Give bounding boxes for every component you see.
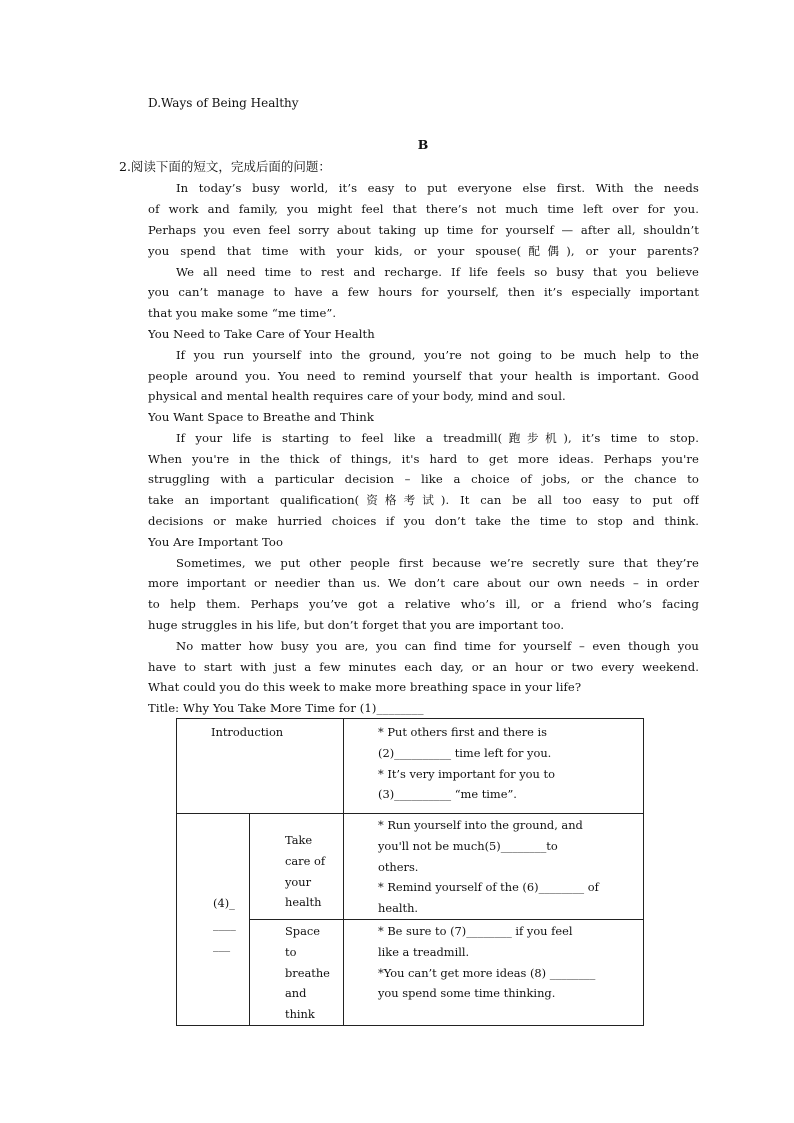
intro-label-cell bbox=[177, 719, 344, 814]
passage-line: No matter how busy you are, you can find time for yourself – even though you bbox=[176, 639, 699, 653]
health-line: * Run yourself into the ground, and bbox=[378, 818, 583, 832]
section-heading: B bbox=[417, 137, 429, 152]
passage-line: Sometimes, we put other people first because we’re secretly sure that they’re bbox=[176, 556, 699, 570]
passage-line: more important or needier than us. We don’t care about our own needs – in order bbox=[148, 576, 699, 590]
passage-line: We all need time to rest and recharge. If life feels so busy that you believe bbox=[176, 265, 699, 279]
space-label-line: and bbox=[285, 986, 307, 1001]
passage-line: If your life is starting to feel like a treadmill(跑步机), it’s time to stop. bbox=[176, 431, 699, 445]
health-label-line: care of bbox=[285, 853, 326, 868]
health-label-line: your bbox=[285, 874, 312, 889]
intro-line: * It’s very important for you to bbox=[378, 766, 555, 781]
passage-line: What could you do this week to make more breathing space in your life? bbox=[148, 680, 582, 694]
health-line: others. bbox=[378, 859, 419, 874]
intro-line: (2)__________ time left for you. bbox=[378, 745, 552, 760]
space-content-cell bbox=[344, 919, 644, 1025]
passage-line: huge struggles in his life, but don’t forget that you are important too. bbox=[148, 618, 565, 632]
space-label-cell bbox=[250, 919, 344, 1025]
space-line: like a treadmill. bbox=[378, 944, 470, 959]
space-label-line: to bbox=[285, 944, 297, 959]
question-heading: 2.阅读下面的短文，完成后面的问题： bbox=[119, 159, 331, 174]
passage-line: In today’s busy world, it’s easy to put everyone else first. With the needs bbox=[176, 181, 699, 195]
space-line: you spend some time thinking. bbox=[378, 986, 556, 1001]
passage-line: people around you. You need to remind yourself that your health is important. Good bbox=[148, 369, 699, 383]
blank-4-line: ___ bbox=[213, 937, 231, 952]
intro-label: Introduction bbox=[211, 725, 284, 739]
space-label-line: Space bbox=[285, 923, 321, 938]
passage-line: decisions or make hurried choices if you don’t take the time to stop and think. bbox=[148, 514, 699, 528]
health-label-cell bbox=[250, 814, 344, 920]
health-content-cell bbox=[344, 814, 644, 920]
passage-line: you can’t manage to have a few hours for yourself, then it’s especially important bbox=[148, 285, 699, 299]
passage-line: take an important qualification(资格考试). It can be all too easy to put off bbox=[148, 493, 699, 507]
space-label-line: breathe bbox=[285, 965, 330, 980]
blank-4-cell bbox=[177, 814, 250, 1026]
title-blank-line: Title: Why You Take More Time for (1)________ bbox=[148, 701, 424, 715]
passage-line: When you're in the thick of things, it's hard to get more ideas. Perhaps you're bbox=[148, 452, 699, 466]
passage-line: you spend that time with your kids, or your spouse(配偶), or your parents? bbox=[148, 244, 699, 258]
subheading: You Need to Take Care of Your Health bbox=[148, 327, 375, 341]
space-label-line: think bbox=[285, 1007, 315, 1022]
passage-line: physical and mental health requires care of your body, mind and soul. bbox=[148, 389, 566, 403]
blank-4-line: ____ bbox=[213, 917, 236, 932]
subheading: You Want Space to Breathe and Think bbox=[148, 410, 374, 424]
summary-table bbox=[176, 718, 644, 1026]
passage-line: struggling with a particular decision – like a choice of jobs, or the chance to bbox=[148, 472, 699, 486]
blank-4-line: (4)_ bbox=[213, 896, 235, 911]
passage-line: Perhaps you even feel sorry about taking up time for yourself — after all, shouldn’t bbox=[148, 223, 699, 237]
intro-line: * Put others first and there is bbox=[378, 725, 548, 739]
passage-line: of work and family, you might feel that there’s not much time left over for you. bbox=[148, 202, 699, 216]
subheading: You Are Important Too bbox=[148, 535, 284, 549]
previous-question-option: D.Ways of Being Healthy bbox=[148, 96, 299, 110]
table-row bbox=[177, 814, 644, 920]
space-line: *You can’t get more ideas (8) ________ bbox=[378, 965, 596, 980]
intro-line: (3)__________ “me time”. bbox=[378, 787, 517, 802]
health-line: health. bbox=[378, 901, 419, 916]
intro-content-cell bbox=[344, 719, 644, 814]
health-line: you'll not be much(5)________to bbox=[378, 838, 558, 853]
passage-line: If you run yourself into the ground, you’re not going to be much help to the bbox=[176, 348, 699, 362]
space-line: * Be sure to (7)________ if you feel bbox=[378, 923, 573, 938]
passage-line: have to start with just a few minutes each day, or an hour or two every weekend. bbox=[148, 660, 699, 674]
passage-line: to help them. Perhaps you’ve got a relative who’s ill, or a friend who’s facing bbox=[148, 597, 699, 611]
table-row bbox=[177, 719, 644, 814]
health-label-line: Take bbox=[285, 833, 313, 847]
passage-line: that you make some “me time”. bbox=[148, 306, 337, 320]
health-label-line: health bbox=[285, 895, 322, 910]
health-line: * Remind yourself of the (6)________ of bbox=[378, 880, 599, 895]
